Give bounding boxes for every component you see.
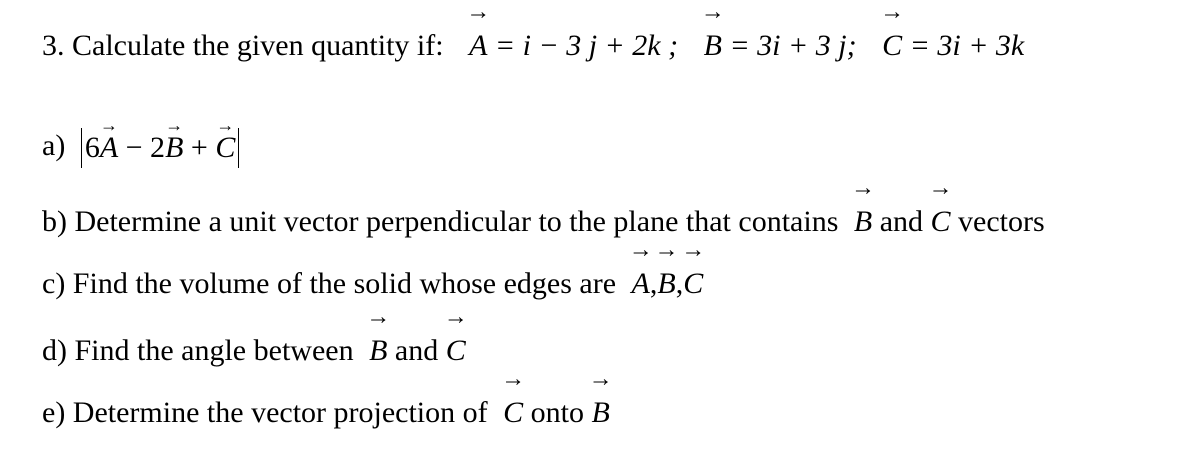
- vector-c-definition: = 3i + 3k: [909, 29, 1025, 62]
- arrow-icon: →: [654, 237, 679, 263]
- part-c-text: c) Find the volume of the solid whose edges are: [42, 267, 617, 300]
- problem-header-line: [42, 0, 1025, 66]
- vector-c: → C: [501, 366, 526, 429]
- arrow-icon: →: [880, 0, 905, 25]
- part-b-text: b) Determine a unit vector perpendicular to the plane that contains: [42, 205, 839, 238]
- vector-b: → B: [654, 237, 679, 300]
- magnitude-expression: 6 → A − 2 → B + → C: [81, 128, 240, 168]
- part-a: [42, 115, 239, 168]
- arrow-icon: →: [216, 115, 235, 136]
- arrow-icon: →: [366, 304, 391, 330]
- vector-a: → A: [466, 0, 491, 62]
- vector-a: → A: [99, 115, 119, 165]
- vector-a: → A: [628, 237, 653, 300]
- arrow-icon: →: [928, 175, 953, 201]
- vector-b: → B: [851, 175, 876, 238]
- arrow-icon: →: [443, 304, 468, 330]
- arrow-icon: →: [681, 237, 706, 263]
- vector-b-definition: = 3i + 3 j;: [729, 29, 857, 62]
- part-e: e) Determine the vector projection of → C onto → B: [42, 393, 610, 433]
- vector-a-definition: = i − 3 j + 2k ;: [494, 29, 679, 62]
- vector-b: → B: [700, 0, 725, 62]
- problem-number-text: 3. Calculate the given quantity if:: [42, 29, 444, 62]
- arrow-icon: →: [99, 115, 118, 136]
- vector-c: → C: [215, 115, 236, 165]
- vector-c: → C: [443, 304, 468, 367]
- vector-b: → B: [165, 115, 184, 165]
- arrow-icon: →: [165, 115, 184, 136]
- part-e-text: e) Determine the vector projection of: [42, 396, 488, 429]
- arrow-icon: →: [628, 237, 653, 263]
- vector-c: → C: [880, 0, 905, 62]
- vector-c: → C: [928, 175, 953, 238]
- vector-b: → B: [366, 304, 391, 367]
- part-d-text: d) Find the angle between: [42, 334, 354, 367]
- part-c: c) Find the volume of the solid whose edges are → A, → B, → C: [42, 264, 703, 304]
- arrow-icon: →: [851, 175, 876, 201]
- arrow-icon: →: [466, 0, 491, 25]
- arrow-icon: →: [700, 0, 725, 25]
- part-b: b) Determine a unit vector perpendicular to the plane that contains → B and → C vectors: [42, 202, 1045, 242]
- arrow-icon: →: [588, 366, 613, 392]
- vector-b: → B: [588, 366, 613, 429]
- part-a-label: a): [42, 129, 66, 162]
- part-d: d) Find the angle between → B and → C: [42, 331, 466, 371]
- arrow-icon: →: [501, 366, 526, 392]
- vector-c: → C: [681, 237, 706, 300]
